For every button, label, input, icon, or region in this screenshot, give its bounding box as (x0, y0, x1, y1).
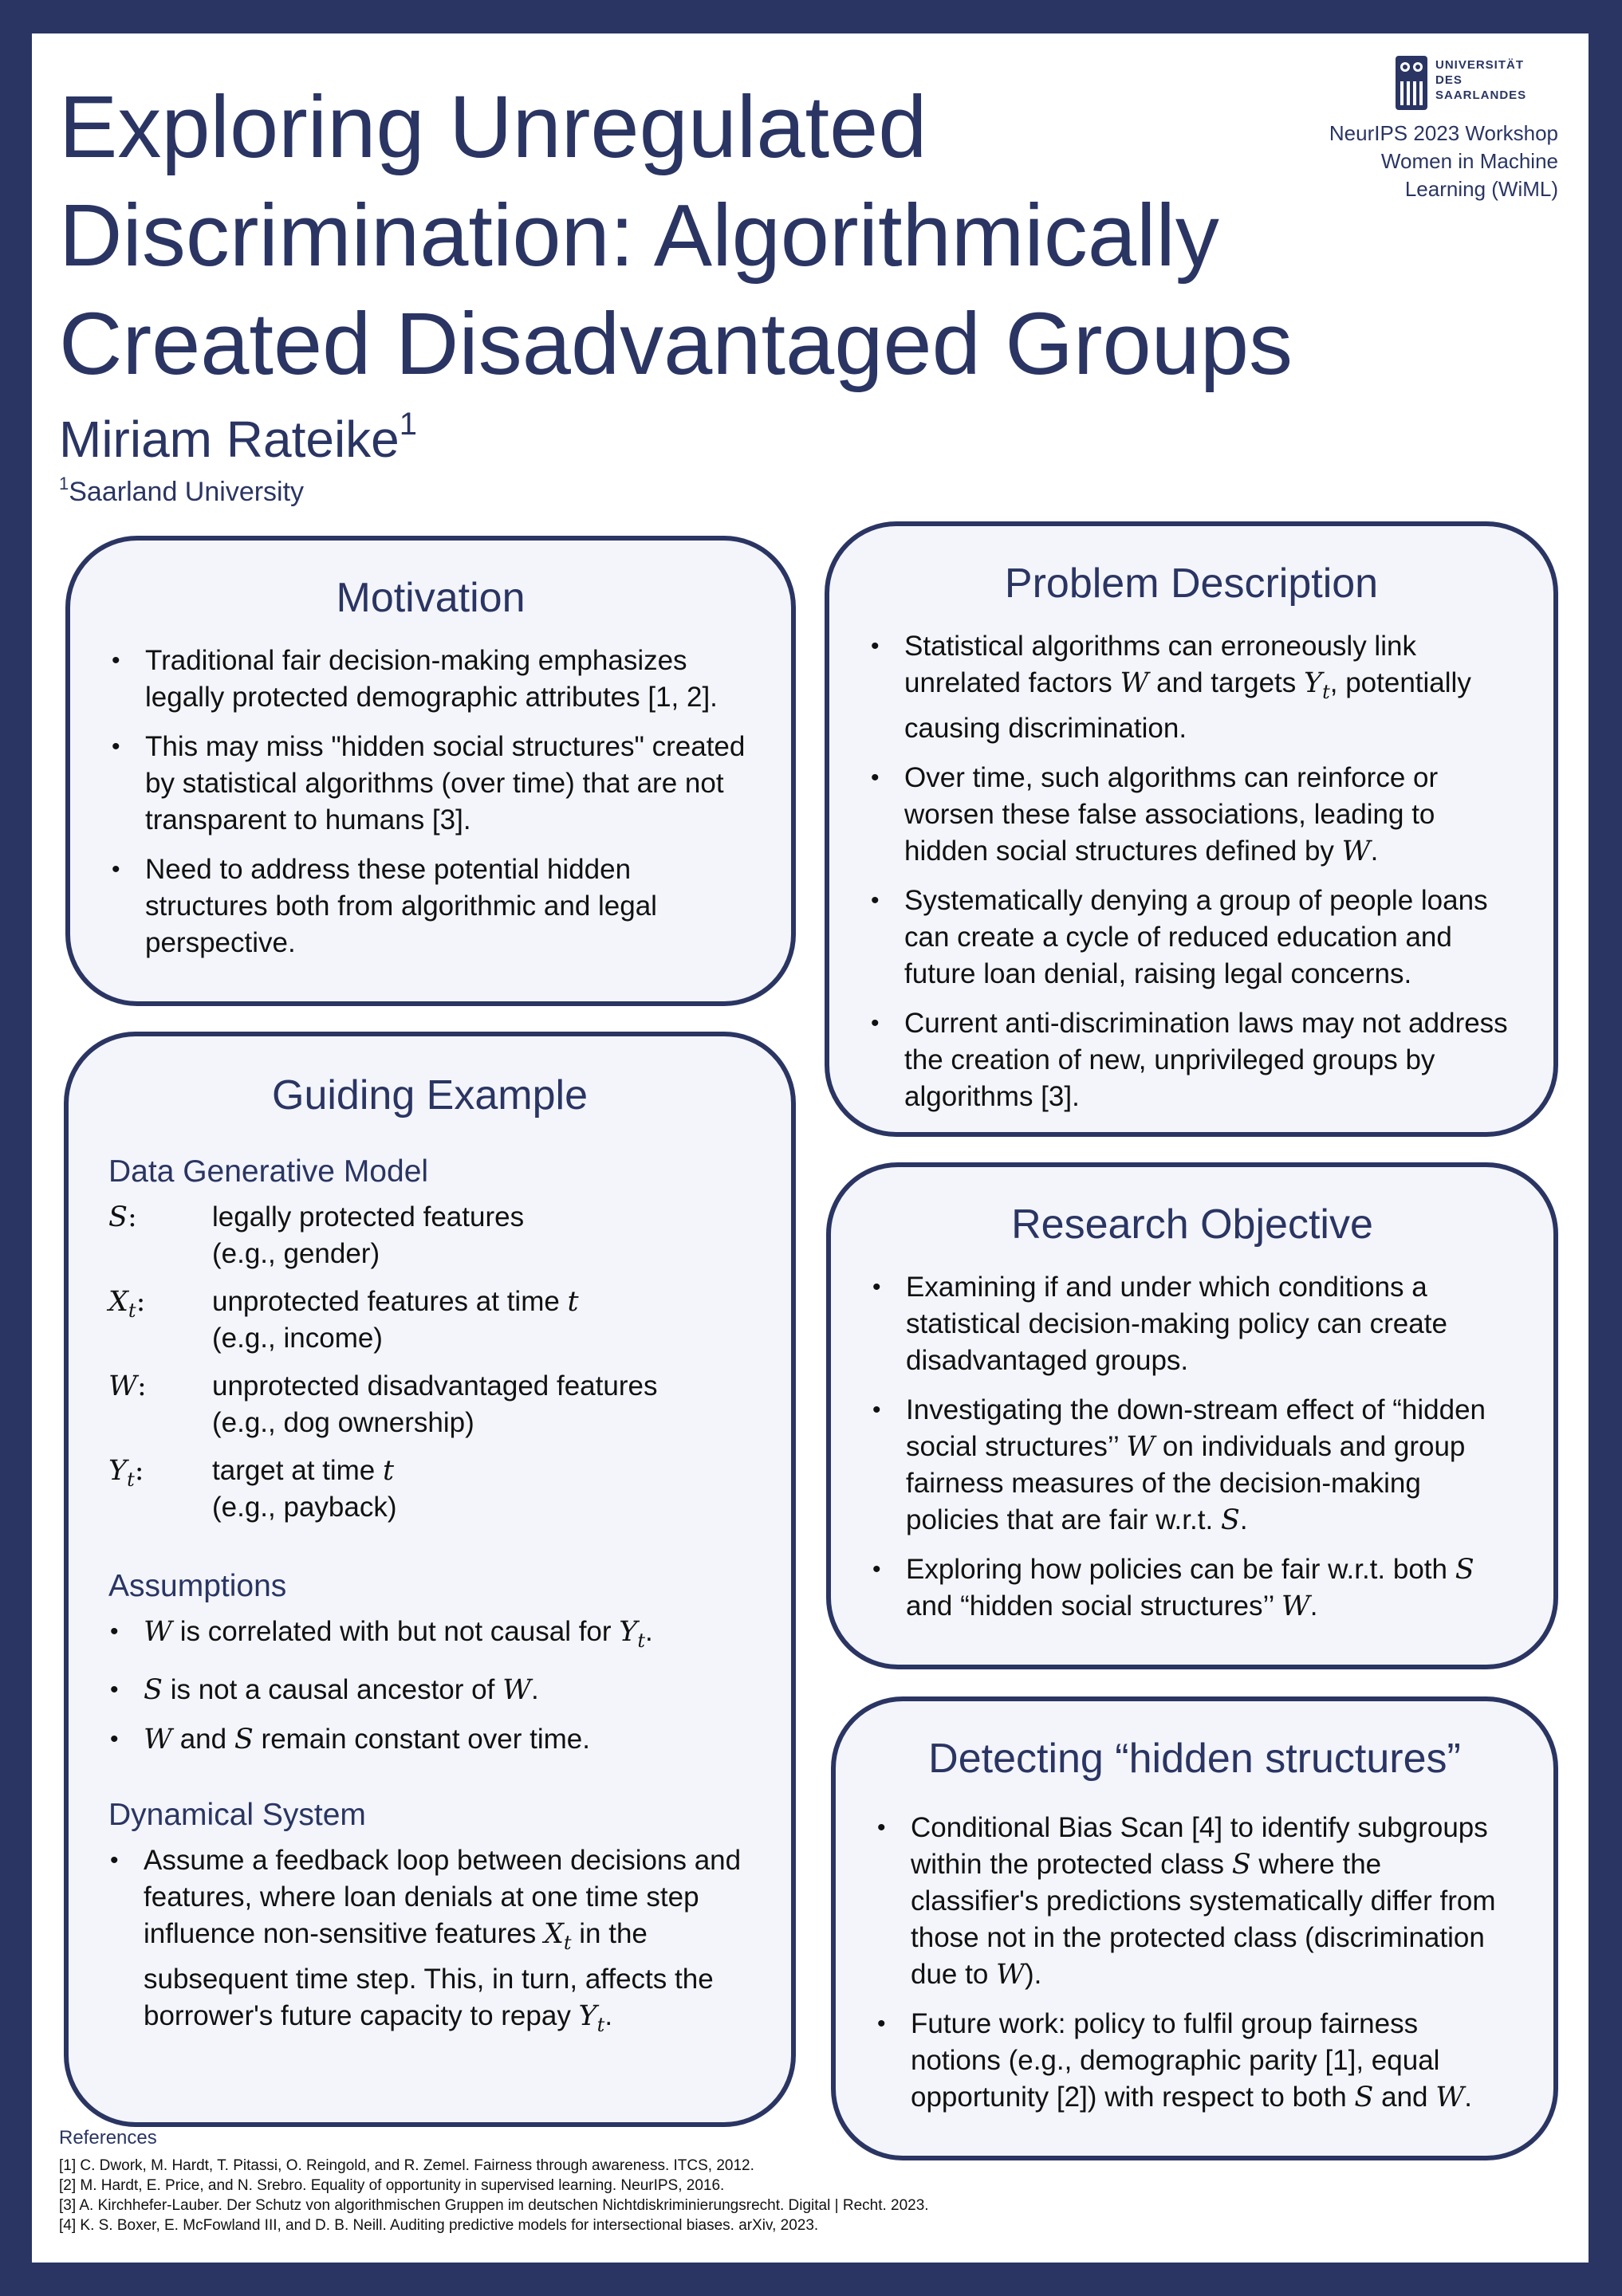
detecting-heading: Detecting “hidden structures” (928, 1736, 1461, 1782)
motivation-heading: Motivation (336, 575, 526, 621)
problem-bullet-2: • Over time, such algorithms can reinforce or worsen these false associations, leading to hidden social structures defined by W. (869, 760, 1514, 870)
problem-heading: Problem Description (1004, 560, 1379, 607)
detecting-bullet-2: • Future work: policy to fulfil group fairness notions (e.g., demographic parity [1], equal opportunity [2]) with respect to both S and W. (876, 2006, 1514, 2116)
author-superscript: 1 (399, 407, 417, 442)
data-model-heading: Data Generative Model (108, 1154, 429, 1189)
motivation-bullet-1: • Traditional fair decision-making emphasizes legally protected demographic attributes [1, 2]. (110, 643, 751, 716)
author-label: Miriam Rateike (59, 411, 400, 468)
reference-2: [2] M. Hardt, E. Price, and N. Srebro. Equality of opportunity in supervised learning. NeurIPS, 2016. (59, 2177, 725, 2194)
research-bullet-3: • Exploring how policies can be fair w.r.t. both S and “hidden social structures’’ W. (871, 1551, 1514, 1625)
guiding-example-box (64, 1032, 796, 2127)
dynamical-heading: Dynamical System (108, 1798, 366, 1832)
references-heading: References (59, 2127, 157, 2149)
affiliation (59, 474, 304, 508)
research-bullet-1: • Examining if and under which conditions a statistical decision-making policy can create disadvantaged groups. (871, 1269, 1514, 1379)
venue-line-3: Learning (WiML) (1404, 177, 1558, 201)
university-logo-text (1435, 57, 1526, 103)
def-row-y: $Y_t$: target at time t (e.g., payback) (108, 1455, 397, 1523)
venue-line-2: Women in Machine (1380, 149, 1558, 173)
author-name (59, 407, 417, 469)
reference-3: [3] A. Kirchhefer-Lauber. Der Schutz von algorithmischen Gruppen im deutschen Nichtdiskriminierungsrecht. Digital | Recht. 2023. (59, 2197, 929, 2214)
research-objective-box (826, 1162, 1558, 1669)
logo-text-line-3: SAARLANDES (1435, 88, 1527, 102)
problem-bullet-1: • Statistical algorithms can erroneously link unrelated factors W and targets $Y_t$, potentially causing discrimination. (869, 628, 1514, 747)
logo-text-line-1: UNIVERSITÄT (1435, 58, 1525, 72)
reference-1: [1] C. Dwork, M. Hardt, T. Pitassi, O. Reingold, and R. Zemel. Fairness through awareness. ITCS, 2012. (59, 2157, 754, 2174)
logo-text-line-2: DES (1435, 73, 1463, 87)
assumption-3: • W and S remain constant over time. (108, 1721, 751, 1758)
motivation-bullet-2: • This may miss "hidden social structures" created by statistical algorithms (over time) that are not transparent to humans [3]. (110, 729, 751, 839)
research-bullet-2: • Investigating the down-stream effect of “hidden social structures’’ W on individuals and group fairness measures of the decision-making policies that are fair w.r.t. S. (871, 1392, 1514, 1539)
references (59, 2127, 1526, 2235)
problem-bullet-4: • Current anti-discrimination laws may not address the creation of new, unprivileged groups by algorithms [3]. (869, 1005, 1514, 1115)
title-line-2: Discrimination: Algorithmically (59, 187, 1219, 285)
detecting-bullet-1: • Conditional Bias Scan [4] to identify subgroups within the protected class S where the classifier's predictions systematically differ from those not in the protected class (discrimination due to W). (876, 1810, 1514, 1993)
def-row-x: $X_t$: unprotected features at time t (e.g., income) (108, 1286, 579, 1354)
assumptions-heading: Assumptions (108, 1569, 287, 1603)
assumption-1: • W is correlated with but not causal for $Y_t$. (108, 1614, 751, 1659)
detecting-box (831, 1696, 1558, 2160)
motivation-box (65, 536, 796, 1006)
detecting-list (876, 1810, 1514, 2116)
assumptions-list (108, 1614, 751, 1758)
dynamical-bullet-1: • Assume a feedback loop between decisions and features, where loan denials at one time step influence non-sensitive features $X_t$ in the subsequent time step. This, in turn, affects the borrower's future capacity to repay $Y_t$. (108, 1842, 751, 2043)
title-line-1: Exploring Unregulated (59, 78, 927, 176)
def-row-w: W: unprotected disadvantaged features (e.g., dog ownership) (108, 1370, 658, 1438)
guiding-heading: Guiding Example (272, 1072, 588, 1119)
motivation-list (110, 643, 751, 961)
research-list (871, 1269, 1514, 1625)
problem-bullet-3: • Systematically denying a group of people loans can create a cycle of reduced education and future loan denial, raising legal concerns. (869, 883, 1514, 993)
research-heading: Research Objective (1011, 1201, 1373, 1248)
def-row-s: S: legally protected features (e.g., gender) (108, 1201, 525, 1269)
problem-list (869, 628, 1514, 1115)
title-line-3: Created Disadvantaged Groups (59, 295, 1293, 393)
poster-title (59, 73, 1303, 399)
affiliation-label: Saarland University (69, 477, 305, 507)
problem-box (825, 521, 1558, 1137)
venue (1271, 120, 1558, 203)
venue-line-1: NeurIPS 2023 Workshop (1329, 121, 1558, 145)
reference-4: [4] K. S. Boxer, E. McFowland III, and D. B. Neill. Auditing predictive models for intersectional biases. arXiv, 2023. (59, 2217, 819, 2234)
dynamical-list (108, 1842, 751, 2043)
assumption-2: • S is not a causal ancestor of W. (108, 1672, 751, 1708)
affiliation-superscript: 1 (59, 474, 69, 493)
university-seal-icon (1394, 49, 1429, 112)
motivation-bullet-3: • Need to address these potential hidden structures both from algorithmic and legal perspective. (110, 851, 751, 961)
